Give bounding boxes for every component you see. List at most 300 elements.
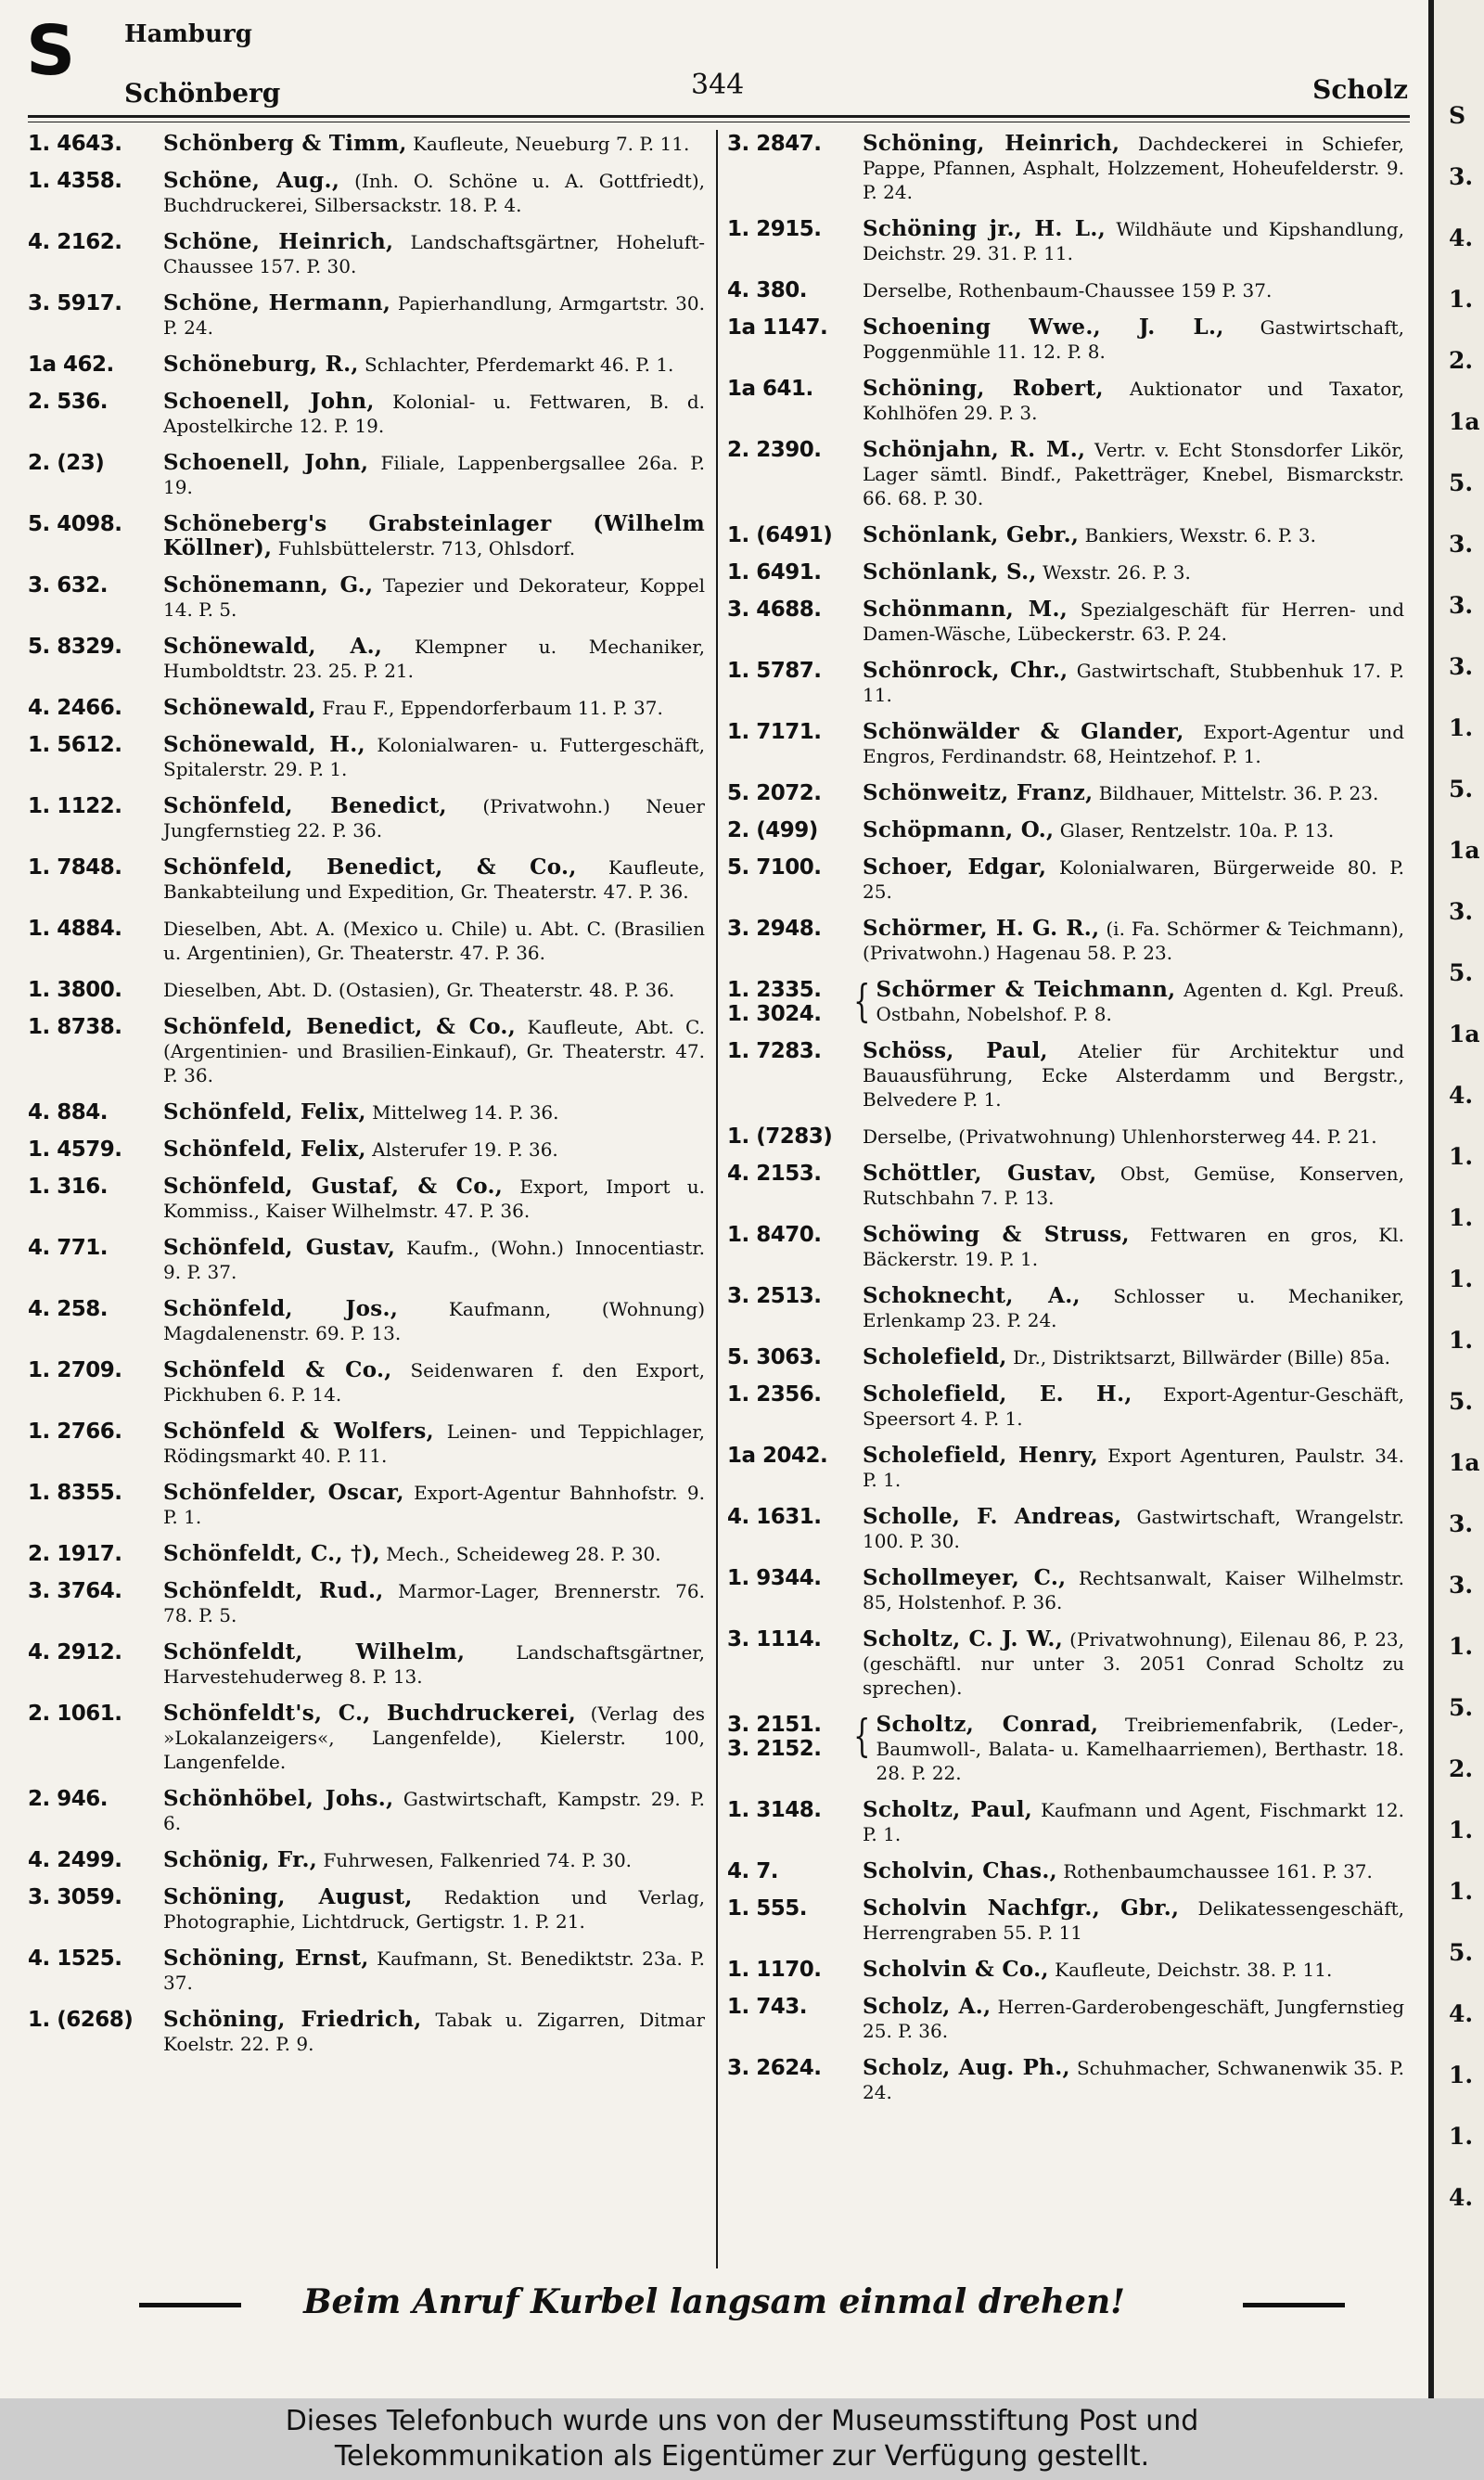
- listing-name: Schöneburg, R.,: [163, 352, 359, 377]
- listing-text: [163, 733, 705, 781]
- edge-fragment: 3.: [1449, 1510, 1474, 1537]
- listing-name: Schöne, Heinrich,: [163, 229, 394, 254]
- edge-fragment: 1a: [1449, 408, 1480, 435]
- listing-entry: [727, 1566, 1404, 1614]
- phone-number: 3. 632.: [28, 573, 108, 598]
- listing-entry: [28, 1481, 705, 1529]
- listing-text: [863, 1382, 1404, 1431]
- listing-name: Schönfeld, Felix,: [163, 1137, 366, 1162]
- listing-name: Schöpmann, O.,: [863, 817, 1055, 842]
- listing-text: [863, 1798, 1404, 1846]
- listing-text: [163, 1358, 705, 1407]
- listing-text: [163, 1236, 705, 1284]
- listing-details: (Inh. O. Schöne u. A. Gottfriedt), Buchdruckerei, Silbersackstr. 18. P. 4.: [163, 170, 705, 216]
- listing-details: Wexstr. 26. P. 3.: [1043, 561, 1191, 584]
- listing-details: Leinen- und Teppichlager, Rödingsmarkt 40. P. 11.: [163, 1420, 705, 1467]
- listing-details: Gastwirtschaft, Stubbenhuk 17. P. 11.: [863, 660, 1404, 706]
- listing-entry: [28, 1640, 705, 1689]
- phone-number: 4. 258.: [28, 1297, 108, 1321]
- listing-text: [163, 291, 705, 340]
- footer-notice: [0, 2398, 1484, 2480]
- phone-number: 1a 2042.: [727, 1444, 828, 1468]
- edge-fragment: 3.: [1449, 592, 1474, 619]
- phone-number: 4. 380.: [727, 278, 807, 302]
- edge-fragment: 3.: [1449, 531, 1474, 558]
- phone-number: 1. 7283.: [727, 1039, 822, 1063]
- listing-entry: [28, 573, 705, 622]
- column-divider: [716, 130, 718, 2268]
- phone-number: 3. 2624.: [727, 2056, 822, 2080]
- edge-fragment: 1a: [1449, 837, 1480, 864]
- listing-details: Kaufmann, St. Benediktstr. 23a. P. 37.: [163, 1947, 705, 1994]
- edge-fragment: 1a: [1449, 1021, 1480, 1047]
- listing-text: [163, 855, 705, 904]
- listing-text: [863, 1223, 1404, 1271]
- listing-entry: [28, 855, 705, 904]
- listing-details: Mech., Scheideweg 28. P. 30.: [386, 1543, 661, 1565]
- listing-name: Schönlank, Gebr.,: [863, 522, 1080, 547]
- listing-name: Schöttler, Gustav,: [863, 1161, 1097, 1186]
- edge-fragment: 1a: [1449, 1449, 1480, 1476]
- listing-entry: [28, 1420, 705, 1468]
- listing-text: [163, 1579, 705, 1627]
- phone-number: 4. 2912.: [28, 1640, 122, 1664]
- listing-details: Agenten d. Kgl. Preuß. Ostbahn, Nobelshof. P. 8.: [876, 979, 1404, 1025]
- phone-number: 1. 8738.: [28, 1015, 122, 1039]
- phone-number: 1. 4884.: [28, 917, 122, 941]
- slogan-rule-right: [1243, 2303, 1345, 2307]
- listing-name: Schönrock, Chr.,: [863, 658, 1068, 683]
- listing-entry: [727, 1284, 1404, 1332]
- left-column: [28, 132, 705, 2273]
- listing-name: Schönfeld, Felix,: [163, 1099, 366, 1124]
- listing-entry: [727, 560, 1404, 585]
- edge-fragment: 1.: [1449, 1878, 1474, 1905]
- listing-text: [863, 1444, 1404, 1492]
- listing-name: Schöning, Friedrich,: [163, 2007, 422, 2032]
- listing-details: (Verlag des »Lokalanzeigers«, Langenfelde), Kielerstr. 100, Langenfelde.: [163, 1703, 705, 1773]
- listing-text: [863, 1284, 1404, 1332]
- listing-name: Schönhöbel, Johs.,: [163, 1786, 394, 1811]
- phone-number: 1. 743.: [727, 1995, 807, 2019]
- listing-entry: [727, 1627, 1404, 1700]
- listing-text: [163, 1015, 705, 1087]
- listing-text: [863, 781, 1404, 805]
- edge-fragment: 3.: [1449, 163, 1474, 190]
- section-letter: S: [26, 11, 76, 91]
- listing-name: Schönewald, A.,: [163, 634, 383, 659]
- listing-entry: [28, 1542, 705, 1566]
- phone-number: 1. 2356.: [727, 1382, 822, 1407]
- listing-details: Glaser, Rentzelstr. 10a. P. 13.: [1059, 819, 1335, 842]
- phone-number: 4. 1631.: [727, 1505, 822, 1529]
- listing-text: [863, 1505, 1404, 1553]
- edge-fragment: 1.: [1449, 2123, 1474, 2150]
- phone-number: 3. 2847.: [727, 132, 822, 156]
- listing-text: [863, 1995, 1404, 2043]
- listing-text: [163, 696, 705, 720]
- phone-number: 3. 3764.: [28, 1579, 122, 1603]
- listing-text: [163, 1947, 705, 1995]
- listing-entry: [28, 635, 705, 683]
- listing-text: [863, 438, 1404, 510]
- listing-name: Schönmann, M.,: [863, 597, 1068, 622]
- listing-details: Rechtsanwalt, Kaiser Wilhelmstr. 85, Holstenhof. P. 36.: [863, 1567, 1404, 1613]
- listing-text: [163, 451, 705, 499]
- listing-entry: [727, 438, 1404, 510]
- listing-text: [163, 1420, 705, 1468]
- listing-entry: [727, 1798, 1404, 1846]
- listing-details: Dr., Distriktsarzt, Billwärder (Bille) 85a.: [1013, 1346, 1390, 1368]
- phone-number: 1. 555.: [727, 1896, 807, 1921]
- listing-entry: [28, 512, 705, 560]
- listing-entry: [28, 353, 705, 377]
- listing-details: Spezialgeschäft für Herren- und Damen-Wäsche, Lübeckerstr. 63. P. 24.: [863, 598, 1404, 645]
- phone-number: 2. 946.: [28, 1787, 108, 1811]
- listing-details: Export-Agentur Bahnhofstr. 9. P. 1.: [163, 1482, 705, 1528]
- edge-fragment: 5.: [1449, 776, 1474, 803]
- phone-number: 4. 2466.: [28, 696, 122, 720]
- listing-entry: [28, 1579, 705, 1627]
- listing-entry: [727, 1505, 1404, 1553]
- listing-text: [863, 1627, 1404, 1700]
- listing-name: Schöning, August,: [163, 1884, 413, 1909]
- edge-fragment: 5.: [1449, 1388, 1474, 1415]
- phone-number: 2. (23): [28, 451, 105, 475]
- listing-entry: [727, 781, 1404, 805]
- phone-number: 4. 1525.: [28, 1947, 122, 1971]
- phone-number: 1. 3800.: [28, 978, 122, 1002]
- listing-entry: [28, 451, 705, 499]
- listing-entry: [727, 1039, 1404, 1112]
- listing-details: (Privatwohn.) Neuer Jungfernstieg 22. P. 36.: [163, 795, 705, 842]
- phone-number: 1. 7171.: [727, 720, 822, 744]
- listing-entry: [727, 523, 1404, 547]
- phone-number: 3. 4688.: [727, 598, 822, 622]
- listing-details: Schlosser u. Mechaniker, Erlenkamp 23. P. 24.: [863, 1285, 1404, 1331]
- listing-entry: [28, 1787, 705, 1835]
- phone-number: 1. 9344.: [727, 1566, 822, 1590]
- listing-text: [163, 1542, 705, 1566]
- phone-number: 3. 3059.: [28, 1885, 122, 1909]
- listing-details: Fuhlsbüttelerstr. 713, Ohlsdorf.: [277, 537, 576, 559]
- listing-details: Dieselben, Abt. A. (Mexico u. Chile) u. Abt. C. (Brasilien u. Argentinien), Gr. Theaterstr. 47. P. 36.: [163, 918, 705, 964]
- listing-entry: [28, 1947, 705, 1995]
- listing-name: Schönfeldt's, C., Buchdruckerei,: [163, 1701, 577, 1726]
- edge-fragment: 1.: [1449, 1327, 1474, 1354]
- listing-name: Schollmeyer, C.,: [863, 1565, 1067, 1590]
- phone-number: 1. (6491): [727, 523, 833, 547]
- listing-entry: [727, 659, 1404, 707]
- listing-details: Export-Agentur und Engros, Ferdinandstr. 68, Heintzehof. P. 1.: [863, 721, 1404, 767]
- listing-text: [163, 635, 705, 683]
- listing-text: [163, 353, 705, 377]
- listing-text: [163, 390, 705, 438]
- listing-name: Scholtz, C. J. W.,: [863, 1626, 1064, 1651]
- listing-details: Export Agenturen, Paulstr. 34. P. 1.: [863, 1445, 1404, 1491]
- listing-entry: [28, 978, 705, 1002]
- listing-details: Fettwaren en gros, Kl. Bäckerstr. 19. P. 1.: [863, 1224, 1404, 1270]
- phone-number: 2. (499): [727, 818, 818, 842]
- listing-details: Gastwirtschaft, Poggenmühle 11. 12. P. 8.: [863, 316, 1404, 363]
- listing-entry: [28, 917, 705, 965]
- edge-fragment: 4.: [1449, 1082, 1474, 1109]
- listing-details: (i. Fa. Schörmer & Teichmann), (Privatwohn.) Hagenau 58. P. 23.: [863, 918, 1404, 964]
- listing-text: [163, 169, 705, 217]
- listing-entry: [28, 1015, 705, 1087]
- listing-name: Scholtz, Conrad,: [876, 1712, 1099, 1737]
- listing-name: Schönfeldt, Wilhelm,: [163, 1639, 466, 1664]
- listing-text: [163, 1640, 705, 1689]
- brace-mark: {: [853, 1710, 871, 1762]
- listing-entry: [28, 1297, 705, 1345]
- listing-text: [163, 230, 705, 278]
- listing-entry: [727, 1859, 1404, 1883]
- listing-text: [876, 978, 1404, 1026]
- listing-text: [163, 512, 705, 560]
- listing-details: Kaufm., (Wohn.) Innocentiastr. 9. P. 37.: [163, 1237, 705, 1283]
- phone-number: 4. 2499.: [28, 1848, 122, 1872]
- listing-entry-multi: [727, 1710, 1404, 1785]
- listing-details: (Privatwohnung), Eilenau 86, P. 23, (geschäftl. nur unter 3. 2051 Conrad Scholtz zu sprechen).: [863, 1628, 1404, 1699]
- listing-entry: [28, 696, 705, 720]
- phone-number: 4. 7.: [727, 1859, 778, 1883]
- listing-entry: [28, 1885, 705, 1934]
- header-rule: [28, 115, 1410, 118]
- edge-fragment: 5.: [1449, 469, 1474, 496]
- phone-number: 3. 2151.: [727, 1713, 822, 1737]
- listing-entry: [727, 1444, 1404, 1492]
- listing-details: Gastwirtschaft, Wrangelstr. 100. P. 30.: [863, 1506, 1404, 1552]
- phone-numbers: [727, 1713, 848, 1785]
- listing-entry: [727, 377, 1404, 425]
- listing-text: [863, 1039, 1404, 1112]
- edge-fragment: S: [1449, 102, 1466, 129]
- listing-name: Schönfeld & Co.,: [163, 1357, 392, 1382]
- listing-text: [163, 978, 705, 1002]
- listing-name: Scholtz, Paul,: [863, 1797, 1033, 1822]
- phone-number: 5. 8329.: [28, 635, 122, 659]
- edge-fragment: 5.: [1449, 1939, 1474, 1966]
- listing-text: [863, 1345, 1404, 1369]
- listing-name: Schoer, Edgar,: [863, 855, 1047, 880]
- phone-number: 1. 3024.: [727, 1002, 822, 1026]
- listing-name: Schönfeld, Benedict,: [163, 793, 447, 818]
- listing-name: Scholefield, Henry,: [863, 1443, 1099, 1468]
- listing-text: [163, 1702, 705, 1774]
- listing-details: Rothenbaumchaussee 161. P. 37.: [1063, 1860, 1373, 1882]
- listing-entry: [28, 733, 705, 781]
- listing-text: [876, 1713, 1404, 1785]
- listing-name: Schönfeld & Wolfers,: [163, 1419, 434, 1444]
- listing-name: Scholvin & Co.,: [863, 1957, 1049, 1982]
- listing-text: [863, 598, 1404, 646]
- listing-name: Schönfeld, Gustav,: [163, 1235, 396, 1260]
- listing-text: [163, 573, 705, 622]
- listing-text: [163, 1137, 705, 1162]
- listing-entry: [28, 1175, 705, 1223]
- phone-number: 2. 1061.: [28, 1702, 122, 1726]
- listing-name: Schönewald,: [163, 695, 316, 720]
- listing-entry: [727, 217, 1404, 265]
- listing-text: [863, 659, 1404, 707]
- phone-number: 1. 2766.: [28, 1420, 122, 1444]
- page-number: 344: [691, 69, 745, 101]
- listing-name: Schöss, Paul,: [863, 1038, 1048, 1063]
- listing-entry: [727, 1124, 1404, 1149]
- listing-details: Redaktion und Verlag, Photographie, Lichtdruck, Gertigstr. 1. P. 21.: [163, 1886, 705, 1933]
- listing-text: [863, 523, 1404, 547]
- listing-details: Derselbe, Rothenbaum-Chaussee 159 P. 37.: [863, 279, 1273, 302]
- brace-mark: {: [853, 975, 871, 1027]
- slogan: Beim Anruf Kurbel langsam einmal drehen!: [303, 2282, 1125, 2321]
- listing-entry: [727, 1958, 1404, 1982]
- listing-entry: [727, 818, 1404, 842]
- listing-entry-multi: [727, 975, 1404, 1027]
- listing-text: [163, 1297, 705, 1345]
- listing-name: Schönjahn, R. M.,: [863, 437, 1086, 462]
- phone-number: 1. 4358.: [28, 169, 122, 193]
- listing-details: Bankiers, Wexstr. 6. P. 3.: [1084, 524, 1317, 546]
- listing-entry: [727, 1162, 1404, 1210]
- listing-name: Schönewald, H.,: [163, 732, 365, 757]
- listing-name: Schönlank, S.,: [863, 559, 1037, 585]
- phone-number: 1. 2915.: [727, 217, 822, 241]
- listing-entry: [28, 230, 705, 278]
- listing-name: Scholvin Nachfgr., Gbr.,: [863, 1895, 1180, 1921]
- listing-details: Kaufmann, (Wohnung) Magdalenenstr. 69. P. 13.: [163, 1298, 705, 1344]
- edge-fragment: 4.: [1449, 2000, 1474, 2027]
- listing-entry: [727, 278, 1404, 302]
- listing-details: Papierhandlung, Armgartstr. 30. P. 24.: [163, 292, 705, 339]
- phone-number: 1. 7848.: [28, 855, 122, 880]
- listing-text: [163, 917, 705, 965]
- edge-fragment: 1.: [1449, 2062, 1474, 2088]
- listing-entry: [727, 720, 1404, 768]
- listing-entry: [727, 2056, 1404, 2104]
- phone-number: 5. 7100.: [727, 855, 822, 880]
- edge-fragment: 4.: [1449, 225, 1474, 251]
- listing-text: [863, 560, 1404, 585]
- listing-details: Fuhrwesen, Falkenried 74. P. 30.: [323, 1849, 633, 1871]
- edge-fragment: 1.: [1449, 1204, 1474, 1231]
- listing-text: [863, 720, 1404, 768]
- listing-details: Atelier für Architektur und Bauausführung, Ecke Alsterdamm und Bergstr., Belvedere P. 1.: [863, 1040, 1404, 1111]
- listing-entry: [727, 1382, 1404, 1431]
- listing-entry: [727, 917, 1404, 965]
- edge-fragment: 1.: [1449, 1143, 1474, 1170]
- listing-name: Schöning, Heinrich,: [863, 132, 1120, 156]
- listing-details: Treibriemenfabrik, (Leder-, Baumwoll-, Balata- u. Kamelhaarriemen), Berthastr. 18. 28. P. 22.: [876, 1714, 1404, 1784]
- phone-number: 1. 6491.: [727, 560, 822, 585]
- listing-details: Vertr. v. Echt Stonsdorfer Likör, Lager sämtl. Bindf., Paketträger, Knebel, Bismarckstr. 66. 68. P. 30.: [863, 439, 1404, 509]
- page-header: [0, 0, 1428, 121]
- listing-details: Frau F., Eppendorferbaum 11. P. 37.: [322, 697, 663, 719]
- listing-details: Kolonialwaren- u. Futtergeschäft, Spitalerstr. 29. P. 1.: [163, 734, 705, 780]
- listing-name: Schöwing & Struss,: [863, 1222, 1130, 1247]
- phone-number: 5. 3063.: [727, 1345, 822, 1369]
- listing-entry: [727, 1995, 1404, 2043]
- phone-number: 1. 4579.: [28, 1137, 122, 1162]
- listing-details: Filiale, Lappenbergsallee 26a. P. 19.: [163, 452, 705, 498]
- listing-entry: [28, 291, 705, 340]
- listing-name: Schönfeldt, Rud.,: [163, 1578, 384, 1603]
- listing-entry: [28, 1848, 705, 1872]
- listing-name: Schönfeldt, C., †),: [163, 1541, 380, 1566]
- listing-text: [163, 132, 705, 156]
- listing-entry: [28, 169, 705, 217]
- header-last-entry: Scholz: [1312, 74, 1408, 105]
- listing-name: Schöne, Hermann,: [163, 290, 391, 315]
- listing-entry: [727, 315, 1404, 364]
- listing-name: Scholefield,: [863, 1344, 1007, 1369]
- listing-name: Scholle, F. Andreas,: [863, 1504, 1122, 1529]
- phone-number: 1. 1122.: [28, 794, 122, 818]
- phone-number: 1. 4643.: [28, 132, 122, 156]
- listing-details: Tapezier und Dekorateur, Koppel 14. P. 5.: [163, 574, 705, 621]
- listing-details: Export, Import u. Kommiss., Kaiser Wilhelmstr. 47. P. 36.: [163, 1176, 705, 1222]
- listing-text: [863, 1896, 1404, 1945]
- phone-number: 1. 5612.: [28, 733, 122, 757]
- listing-details: Klempner u. Mechaniker, Humboldtstr. 23. 25. P. 21.: [163, 636, 705, 682]
- phone-number: 4. 771.: [28, 1236, 108, 1260]
- edge-fragment: 3.: [1449, 653, 1474, 680]
- listing-details: Seidenwaren f. den Export, Pickhuben 6. P. 14.: [163, 1359, 705, 1406]
- listing-entry: [28, 794, 705, 842]
- listing-details: Schuhmacher, Schwanenwik 35. P. 24.: [863, 2057, 1404, 2103]
- listing-text: [163, 1100, 705, 1124]
- phone-number: 1. 3148.: [727, 1798, 822, 1822]
- phone-number: 1. 2709.: [28, 1358, 122, 1382]
- listing-text: [863, 1162, 1404, 1210]
- listing-name: Schönig, Fr.,: [163, 1847, 318, 1872]
- listing-entry: [727, 1896, 1404, 1945]
- edge-fragment: 3.: [1449, 1572, 1474, 1599]
- phone-number: 1. 8470.: [727, 1223, 822, 1247]
- listing-details: Delikatessengeschäft, Herrengraben 55. P. 11: [863, 1897, 1404, 1944]
- listing-name: Schönfeld, Gustaf, & Co.,: [163, 1174, 504, 1199]
- edge-fragment: 3.: [1449, 898, 1474, 925]
- listing-name: Schönfeld, Jos.,: [163, 1296, 399, 1321]
- phone-number: 1a 462.: [28, 353, 114, 377]
- phone-number: 3. 2152.: [727, 1737, 822, 1761]
- header-city: Hamburg: [124, 20, 252, 48]
- phone-number: 1. 1170.: [727, 1958, 822, 1982]
- listing-details: Mittelweg 14. P. 36.: [372, 1101, 559, 1124]
- listing-text: [863, 1566, 1404, 1614]
- listing-details: Dachdeckerei in Schiefer, Pappe, Pfannen, Asphalt, Holzzement, Hoheufelderstr. 9. P. 24.: [863, 133, 1404, 203]
- listing-name: Schörmer & Teichmann,: [876, 977, 1176, 1002]
- listing-details: Kolonial- u. Fettwaren, B. d. Apostelkirche 12. P. 19.: [163, 391, 705, 437]
- phone-number: 1. (6268): [28, 2008, 134, 2032]
- listing-details: Bildhauer, Mittelstr. 36. P. 23.: [1098, 782, 1379, 804]
- listing-details: Landschaftsgärtner, Harvestehuderweg 8. P. 13.: [163, 1641, 705, 1688]
- listing-name: Schoenell, John,: [163, 389, 375, 414]
- listing-entry: [28, 132, 705, 156]
- listing-name: Schönfeld, Benedict, & Co.,: [163, 1014, 517, 1039]
- listing-entry: [727, 598, 1404, 646]
- listing-name: Schönwälder & Glander,: [863, 719, 1184, 744]
- header-first-entry: Schönberg: [124, 78, 281, 109]
- listing-entry: [727, 855, 1404, 904]
- listing-details: Wildhäute und Kipshandlung, Deichstr. 29. 31. P. 11.: [863, 218, 1404, 264]
- listing-name: Scholz, Aug. Ph.,: [863, 2055, 1070, 2080]
- footer-line-1: Dieses Telefonbuch wurde uns von der Museumsstiftung Post und: [285, 2405, 1199, 2437]
- listing-details: Kaufleute, Bankabteilung und Expedition, Gr. Theaterstr. 47. P. 36.: [163, 856, 705, 903]
- edge-fragment: 2.: [1449, 347, 1474, 374]
- listing-text: [863, 1124, 1404, 1149]
- listing-text: [863, 855, 1404, 904]
